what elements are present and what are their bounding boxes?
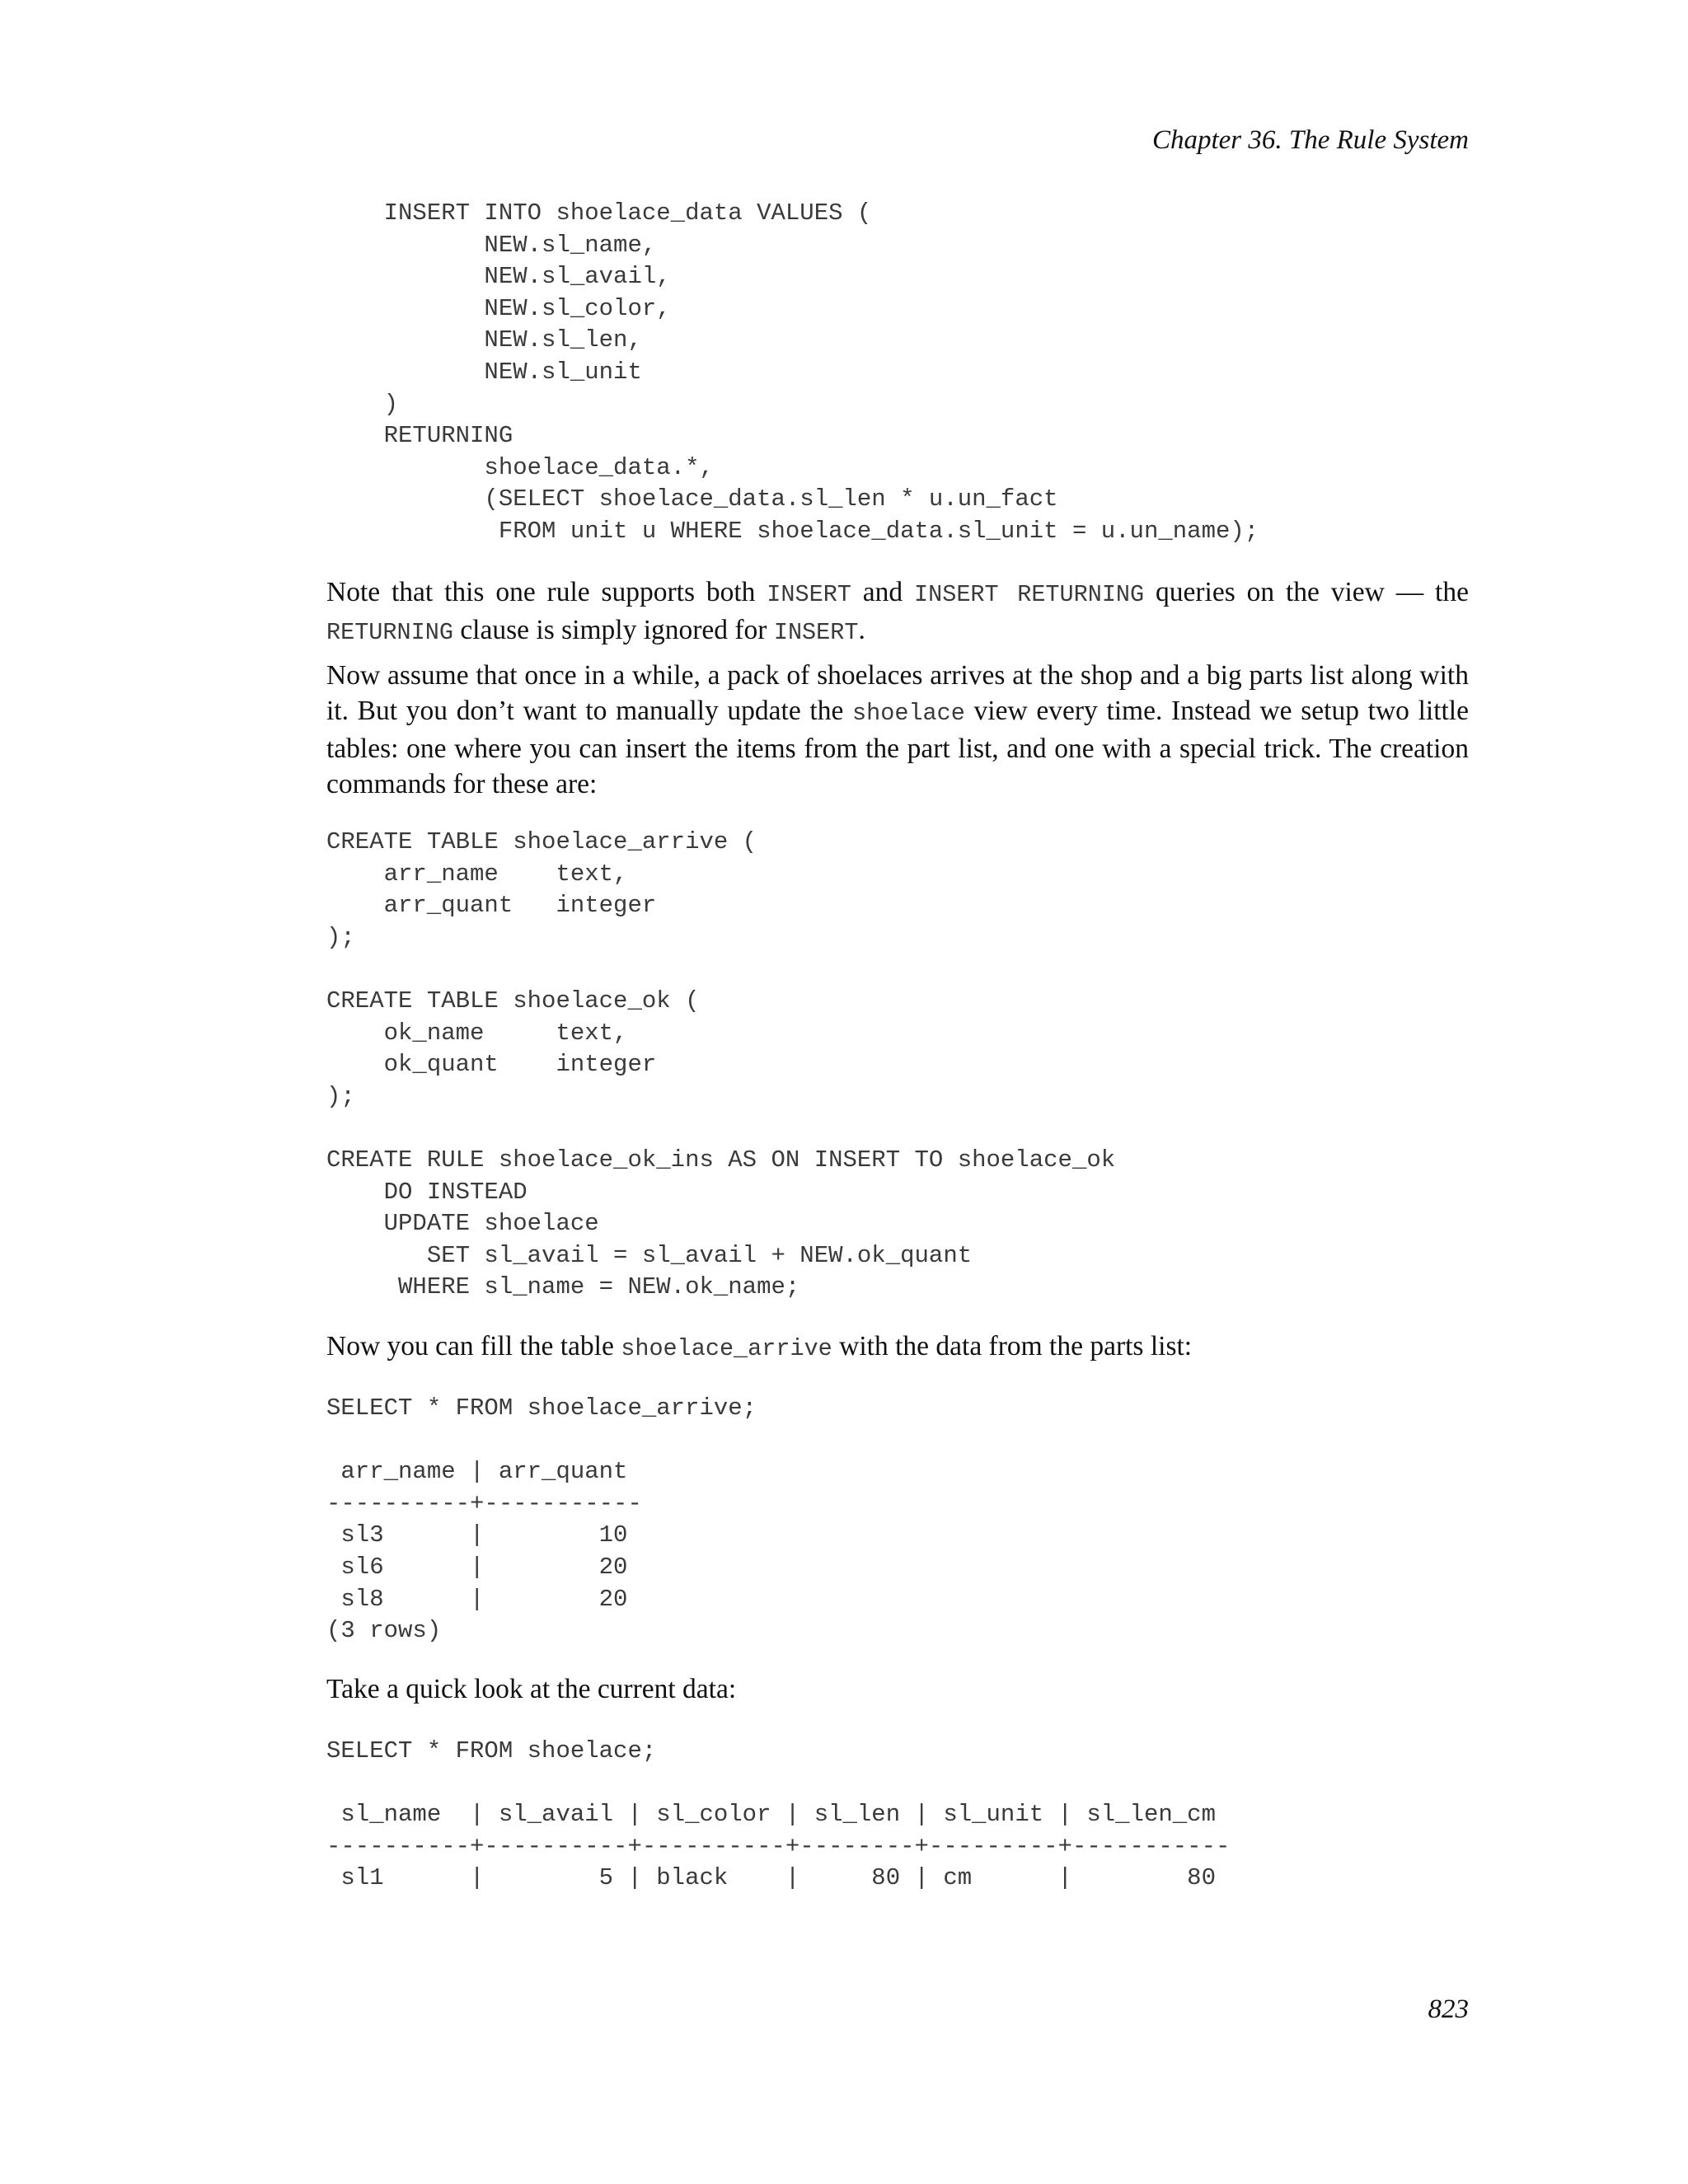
assume-code-shoelace: shoelace [852,700,965,727]
note-text-2: and [851,577,915,607]
paragraph-look [326,1671,1469,1707]
note-code-insert: INSERT [767,581,851,608]
paragraph-note [326,574,1469,650]
page-number: 823 [1428,1994,1469,2024]
assume-text-1: Now assume that once in a while, a pack of shoelaces arrives at the shop and a big parts list along with it. But you don’t want to manually update the [326,660,1469,726]
note-code-insert-2: INSERT [773,619,859,646]
code-block-select-shoelace [326,1736,1469,1895]
code-block-select-arrive [326,1393,1469,1647]
note-text-4: clause is simply ignored for [452,615,774,645]
note-text-1: Note that this one rule supports both [326,577,767,607]
assume-paragraph [326,658,1469,802]
note-paragraph [326,574,1469,650]
assume-text-2: view every time. Instead we setup two little tables: one where you can insert the items from the part list, and one with a special trick. The creation commands for these are: [326,696,1469,799]
code-select-arrive: SELECT * FROM shoelace_arrive; arr_name | arr_quant ----------+----------- sl3 | 10 sl6 | 20 sl8 | 20 (3 rows) [326,1394,757,1645]
code-create-tables: CREATE TABLE shoelace_arrive ( arr_name text, arr_quant integer ); CREATE TABLE shoelace_ok ( ok_name text, ok_quant integer ); CREATE RULE shoelace_ok_ins AS ON INSERT TO shoelace_ok DO INSTEAD UPDATE shoelace SET sl_avail = sl_avail + NEW.ok_quant WHERE sl_name = NEW.ok_name; [326,828,1116,1301]
note-text-3: queries on the view — the [1144,577,1469,607]
fill-code-shoelace-arrive: shoelace_arrive [621,1335,832,1362]
fill-paragraph [326,1329,1469,1366]
running-header: Chapter 36. The Rule System [1151,125,1469,155]
note-code-returning: RETURNING [326,619,453,646]
code-block-insert-returning [326,198,1469,548]
code-insert-returning: INSERT INTO shoelace_data VALUES ( NEW.sl_name, NEW.sl_avail, NEW.sl_color, NEW.sl_len, NEW.sl_unit ) RETURNING shoelace_data.*, (SELECT shoelace_data.sl_len * u.un_fact FROM unit u WHERE shoelace_data.sl_unit = u.un_name); [383,199,1259,545]
paragraph-fill [326,1329,1469,1366]
fill-text-2: with the data from the parts list: [832,1331,1193,1361]
note-text-5: . [858,615,865,645]
paragraph-assume [326,658,1469,802]
code-select-shoelace: SELECT * FROM shoelace; sl_name | sl_avail | sl_color | sl_len | sl_unit | sl_len_cm ----------+----------+----------+--------+---------+----------- sl1 | 5 | black | 80 | cm | 80 [326,1737,1231,1892]
note-code-insert-returning: INSERT RETURNING [914,581,1145,608]
look-paragraph: Take a quick look at the current data: [326,1674,737,1704]
fill-text-1: Now you can fill the table [326,1331,621,1361]
code-block-create-tables [326,827,1469,1304]
